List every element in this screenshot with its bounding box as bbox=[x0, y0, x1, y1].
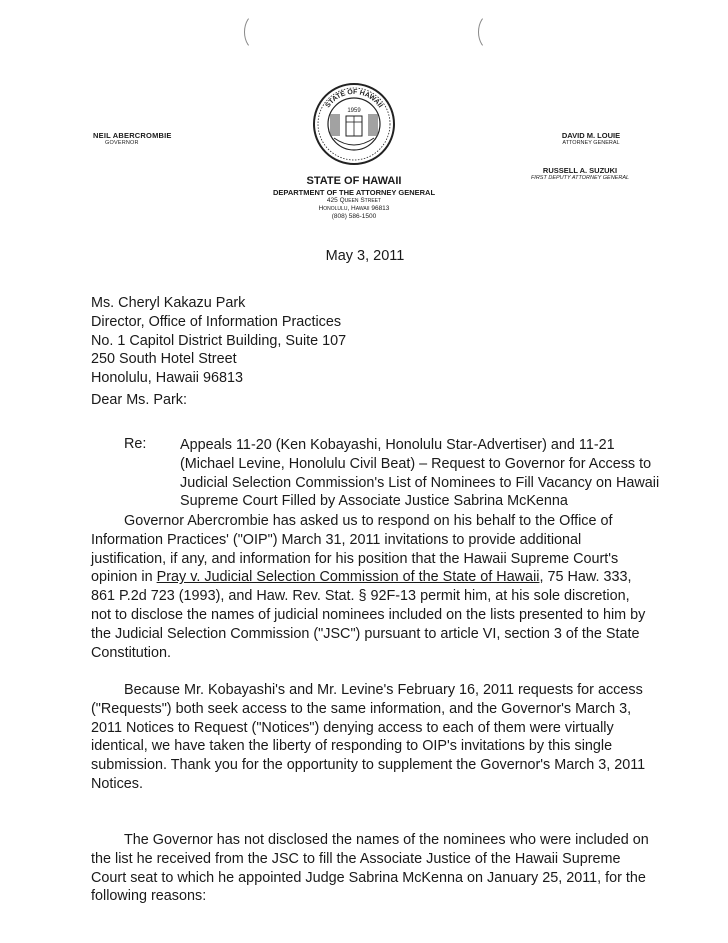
svg-text:STATE OF HAWAII bbox=[324, 89, 383, 109]
salutation: Dear Ms. Park: bbox=[91, 392, 187, 408]
state-name: STATE OF HAWAII bbox=[306, 175, 402, 187]
letter-date: May 3, 2011 bbox=[325, 248, 405, 264]
governor-name: NEIL ABERCROMBIE bbox=[93, 131, 172, 140]
paragraph-1-text-cont: , 75 Haw. 333, 861 P.2d 723 (1993), and Haw. Rev. Stat. § 92F-13 permit him, at his sole discretion, not to disclose the names of judicial nominees included on the lists presented to him by the Judicial Selection Commission ("JSC") pursuant to article VI, section 3 of the State Constitution. bbox=[91, 569, 646, 661]
paragraph-1-text: Governor Abercrombie has asked us to respond on his behalf to the Office of Information Practices' ("OIP") March 31, 2011 invitations to provide additional justification, if any, and information for his position that the Hawaii Supreme Court's opinion in bbox=[91, 513, 619, 586]
phone-number: (808) 586-1500 bbox=[331, 212, 377, 220]
street-address: 425 Queen Street bbox=[326, 197, 382, 205]
recipient-line: 250 South Hotel Street bbox=[91, 351, 237, 368]
body-paragraph-2: Because Mr. Kobayashi's and Mr. Levine's February 16, 2011 requests for access ("Requests") both seek access to the same information, and the Governor's March 3, 2011 Notices to Request ("Notices") denying access to each of them were virtually identical, we have taken the liberty of responding to OIP's invitations by this single submission. Thank you for the opportunity to supplement the Governor's March 3, 2011 Notices. bbox=[91, 682, 646, 792]
attorney-general-title: ATTORNEY GENERAL bbox=[562, 140, 620, 147]
re-subject: Appeals 11-20 (Ken Kobayashi, Honolulu Star-Advertiser) and 11-21 (Michael Levine, Honolulu Civil Beat) – Request to Governor for Access to Judicial Selection Commission's List of Nominees to Fill Vacancy on Hawaii Supreme Court Filled by Associate Justice Sabrina McKenna bbox=[180, 437, 660, 510]
governor-block bbox=[93, 131, 172, 147]
seal-text: STATE OF HAWAII bbox=[324, 88, 384, 110]
governor-title: GOVERNOR bbox=[105, 140, 139, 147]
recipient-line: Ms. Cheryl Kakazu Park bbox=[91, 295, 246, 311]
case-citation: Pray v. Judicial Selection Commission of the State of Hawaii bbox=[156, 569, 540, 586]
first-deputy-block bbox=[500, 166, 660, 182]
recipient-line: Director, Office of Information Practices bbox=[91, 313, 342, 330]
state-seal-icon bbox=[312, 82, 396, 166]
department-name: DEPARTMENT OF THE ATTORNEY GENERAL bbox=[272, 188, 436, 198]
punch-hole-right bbox=[478, 14, 502, 50]
first-deputy-name: RUSSELL A. SUZUKI bbox=[542, 166, 618, 175]
re-label: Re: bbox=[124, 436, 147, 452]
recipient-line: No. 1 Capitol District Building, Suite 107 bbox=[91, 332, 347, 349]
first-deputy-title: FIRST DEPUTY ATTORNEY GENERAL bbox=[530, 175, 630, 182]
attorney-general-block bbox=[546, 131, 636, 147]
seal-year: 1959 bbox=[347, 108, 361, 114]
recipient-address bbox=[91, 294, 651, 388]
city-address: Honolulu, Hawaii 96813 bbox=[318, 204, 390, 212]
attorney-general-name: DAVID M. LOUIE bbox=[561, 131, 621, 140]
punch-hole-left bbox=[244, 14, 268, 50]
department-header bbox=[224, 175, 484, 221]
body-paragraph-1 bbox=[91, 512, 651, 662]
recipient-line: Honolulu, Hawaii 96813 bbox=[91, 370, 244, 387]
body-paragraph-3: The Governor has not disclosed the names of the nominees who were included on the list he received from the JSC to fill the Associate Justice of the Hawaii Supreme Court seat to which he appointed Judge Sabrina McKenna on January 25, 2011, for the following reasons: bbox=[91, 832, 649, 905]
